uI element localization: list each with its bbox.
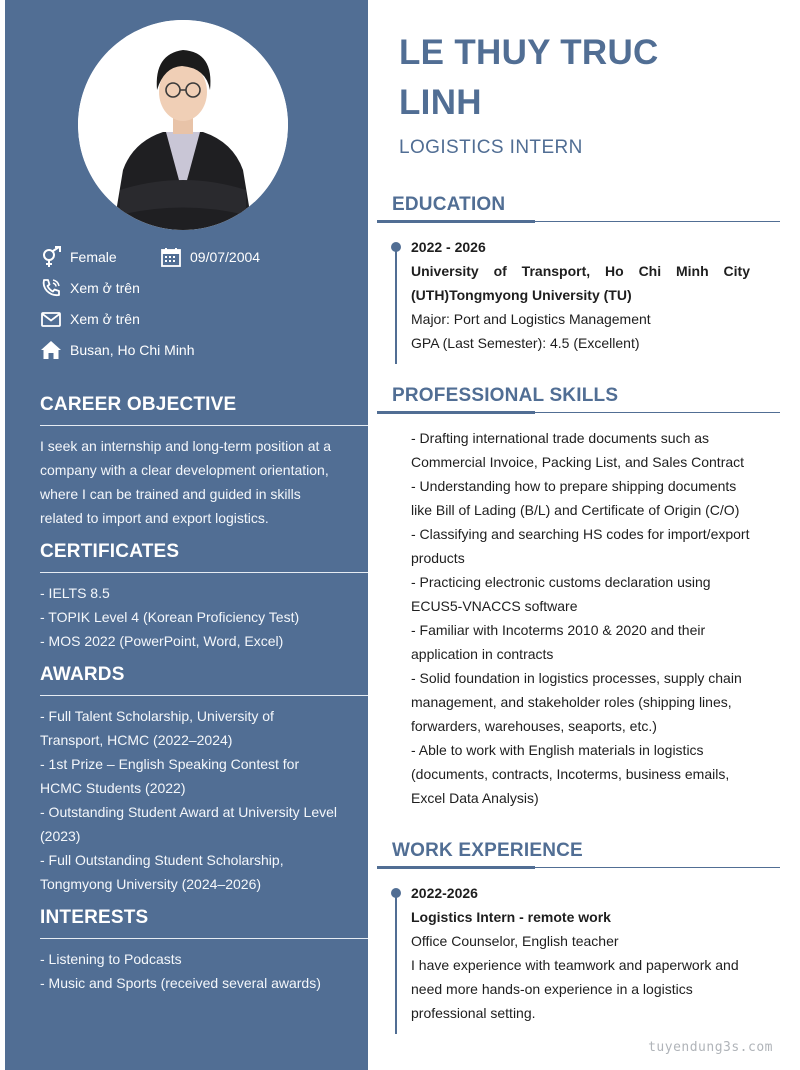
interests-title: INTERESTS [40,907,368,939]
list-item: - Classifying and searching HS codes for import/export products [411,526,750,566]
awards-title: AWARDS [40,664,368,696]
experience-title: WORK EXPERIENCE [392,840,583,861]
timeline-dot [391,242,401,252]
education-title: EDUCATION [392,194,506,215]
skills-header [377,385,780,414]
birthday-value: 09/07/2004 [190,249,261,265]
name-line-1: LE THUY TRUC [399,33,659,72]
contact-birthday [160,245,260,269]
sidebar [5,0,368,1070]
address-value: Busan, Ho Chi Minh [70,342,195,358]
career-objective-title: CAREER OBJECTIVE [40,394,368,426]
skills-title: PROFESSIONAL SKILLS [392,385,619,406]
email-value: Xem ở trên [70,311,140,327]
list-item: - Drafting international trade documents such as Commercial Invoice, Packing List, and Sales Contract [411,430,745,470]
list-item: - 1st Prize – English Speaking Contest for HCMC Students (2022) [40,756,300,796]
experience-role: Logistics Intern - remote work [411,909,611,925]
list-item: - Full Talent Scholarship, University of Transport, HCMC (2022–2024) [40,708,274,748]
section-divider [377,221,780,223]
profile-photo [78,20,288,230]
education-gpa: GPA (Last Semester): 4.5 (Excellent) [411,335,640,351]
interests-section [40,907,368,995]
certificates-section [40,541,368,653]
awards-section [40,664,368,896]
education-period: 2022 - 2026 [411,239,486,255]
name-line-2: LINH [399,83,482,122]
certificates-title: CERTIFICATES [40,541,368,573]
list-item: - MOS 2022 (PowerPoint, Word, Excel) [40,633,284,649]
education-school-line2: (UTH)Tongmyong University (TU) [411,287,632,303]
job-title: LOGISTICS INTERN [399,137,583,158]
list-item: - Full Outstanding Student Scholarship, Tongmyong University (2024–2026) [40,852,284,892]
phone-value: Xem ở trên [70,280,140,296]
timeline-dot [391,888,401,898]
avatar-portrait [78,20,288,230]
education-major: Major: Port and Logistics Management [411,311,651,327]
home-icon [40,339,62,361]
phone-icon [40,277,62,299]
timeline-line [395,246,397,364]
list-item: - Music and Sports (received several awards) [40,975,321,991]
calendar-icon [160,246,182,268]
section-divider [377,412,780,414]
timeline-line [395,892,397,1034]
education-school-line1: University of Transport, Ho Chi Minh City [411,263,750,279]
career-objective-text: I seek an internship and long-term position at a company with a clear development orientation, where I can be trained and guided in skills related to import and export logistics. [40,438,332,526]
list-item: - Understanding how to prepare shipping documents like Bill of Lading (B/L) and Certificate of Origin (C/O) [411,478,740,518]
contact-address [40,338,195,362]
gender-icon [40,246,62,268]
contact-phone [40,276,140,300]
certificates-list [40,581,368,653]
experience-position: Office Counselor, English teacher [411,933,619,949]
skills-list [411,426,750,810]
list-item: - Outstanding Student Award at University Level (2023) [40,804,338,844]
list-item: - TOPIK Level 4 (Korean Proficiency Test) [40,609,300,625]
mail-icon [40,308,62,330]
experience-entry [411,881,750,1025]
experience-period: 2022-2026 [411,885,478,901]
list-item: - Solid foundation in logistics processes, supply chain management, and stakeholder roles (shipping lines, forwarders, warehouses, seaports, etc.) [411,670,742,734]
list-item: - Listening to Podcasts [40,951,182,967]
career-objective-section [40,394,368,530]
section-divider [377,867,780,869]
education-header [377,194,780,223]
gender-value: Female [70,249,117,265]
awards-list [40,704,340,896]
experience-header [377,840,780,869]
candidate-name [399,28,779,128]
contact-gender [40,245,117,269]
list-item: - IELTS 8.5 [40,585,110,601]
contact-email [40,307,140,331]
experience-description: I have experience with teamwork and paperwork and need more hands-on experience in a logistics professional setting. [411,957,739,1021]
list-item: - Able to work with English materials in logistics (documents, contracts, Incoterms, business emails, Excel Data Analysis) [411,742,730,806]
watermark: tuyendung3s.com [648,1040,773,1055]
list-item: - Practicing electronic customs declaration using ECUS5-VNACCS software [411,574,711,614]
list-item: - Familiar with Incoterms 2010 & 2020 and their application in contracts [411,622,706,662]
education-entry [411,235,750,355]
interests-list [40,947,368,995]
